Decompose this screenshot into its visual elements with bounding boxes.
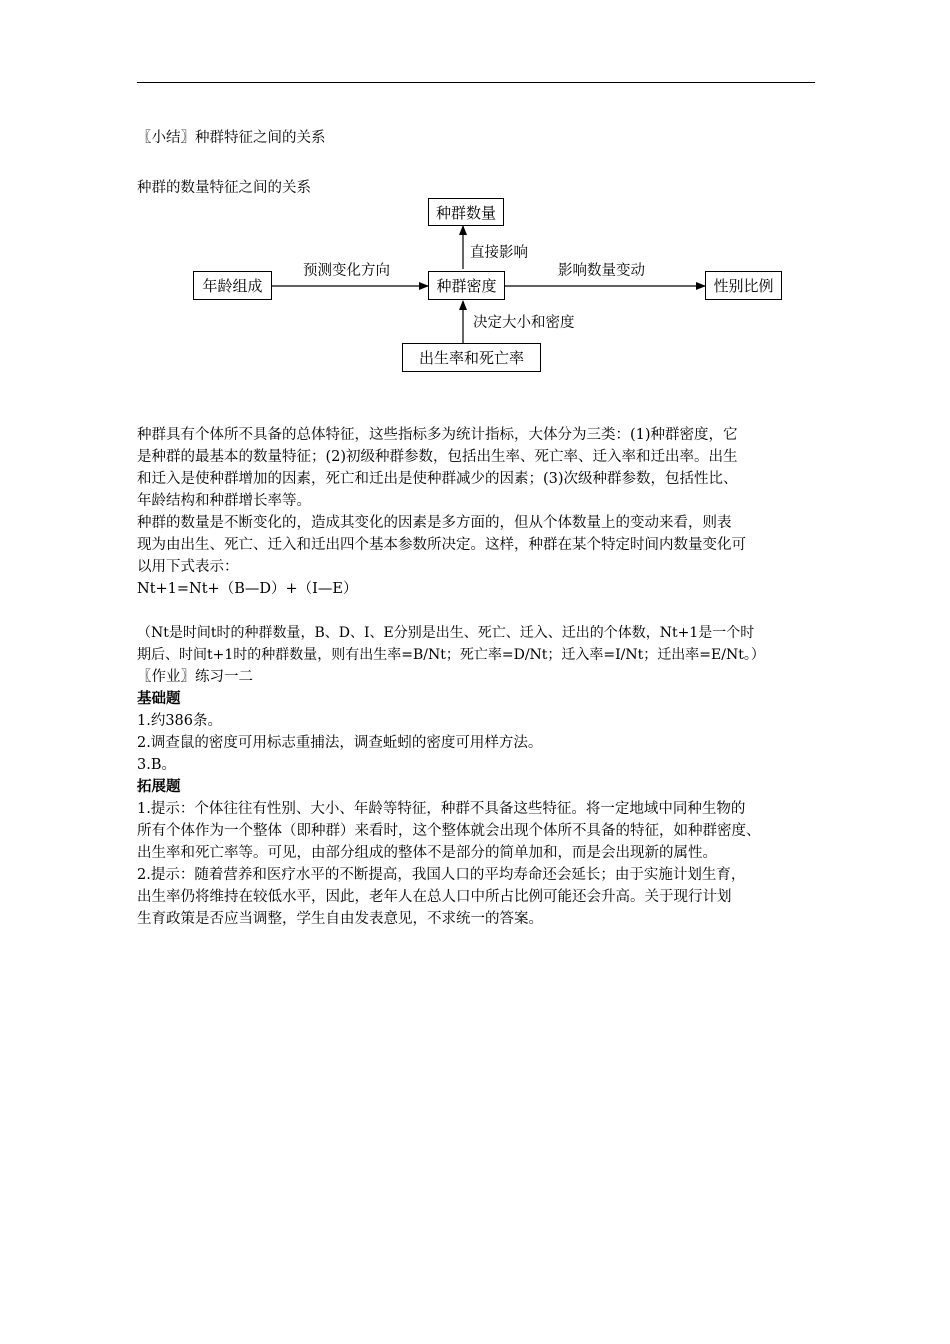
edge-label-determine-size-density: 决定大小和密度 xyxy=(473,315,575,331)
edge-label-direct-influence: 直接影响 xyxy=(470,245,528,261)
extension-item-2: 2.提示：随着营养和医疗水平的不断提高，我国人口的平均寿命还会延长；由于实施计划生育， 出生率仍将维持在较低水平，因此，老年人在总人口中所占比例可能还会升高。关于现行计划 生育政策是否应当调整，学生自由发表意见，不求统一的答案。 xyxy=(137,867,746,927)
extension-heading: 拓展题 xyxy=(137,779,181,795)
paragraph-population-features: 种群具有个体所不具备的总体特征，这些指标多为统计指标，大体分为三类：(1)种群密度，它 是种群的最基本的数量特征；(2)初级种群参数，包括出生率、死亡率、迁入率和迁出率。出生 和迁入是使种群增加的因素，死亡和迁出是使种群减少的因素；(3)次级种群参数，包括性比、 年龄结构和种群增长率等。 xyxy=(137,427,738,509)
homework-title: 〖作业〗练习一二 xyxy=(137,669,253,685)
node-age-structure: 年龄组成 xyxy=(193,271,272,300)
basic-item-1: 1.约386条。 xyxy=(137,713,223,729)
edge-label-predict-direction: 预测变化方向 xyxy=(303,263,390,279)
node-birth-death-rate: 出生率和死亡率 xyxy=(402,343,541,372)
basic-item-3: 3.B。 xyxy=(137,757,176,773)
extension-item-1: 1.提示：个体往往有性别、大小、年龄等特征，种群不具备这些特征。将一定地域中同种生物的 所有个体作为一个整体（即种群）来看时，这个整体就会出现个体所不具备的特征，如种群密度、 出生率和死亡率等。可见，由部分组成的整体不是部分的简单加和，而是会出现新的属性。 xyxy=(137,801,761,861)
paragraph-population-change: 种群的数量是不断变化的，造成其变化的因素是多方面的，但从个体数量上的变动来看，则表 现为由出生、死亡、迁入和迁出四个基本参数所决定。这样，种群在某个特定时间内数量变化可 以用下式表示： xyxy=(137,515,746,575)
diagram-title: 种群的数量特征之间的关系 xyxy=(137,180,311,196)
edge-label-affect-quantity: 影响数量变动 xyxy=(558,263,645,279)
summary-title: 〖小结〗种群特征之间的关系 xyxy=(137,130,326,146)
node-population-density: 种群密度 xyxy=(428,271,505,300)
node-sex-ratio: 性别比例 xyxy=(705,271,782,300)
formula-note: （Nt是时间t时的种群数量，B、D、I、E分别是出生、死亡、迁入、迁出的个体数，Nt+1是一个时 期后、时间t+1时的种群数量，则有出生率=B/Nt；死亡率=D/Nt；迁入率=I/Nt；迁出率=E/Nt。） xyxy=(137,625,765,663)
population-formula: Nt+1=Nt+（B—D）+（I—E） xyxy=(137,581,358,597)
node-population-size: 种群数量 xyxy=(428,198,504,226)
basic-heading: 基础题 xyxy=(137,691,181,707)
basic-item-2: 2.调查鼠的密度可用标志重捕法，调查蚯蚓的密度可用样方法。 xyxy=(137,735,543,751)
